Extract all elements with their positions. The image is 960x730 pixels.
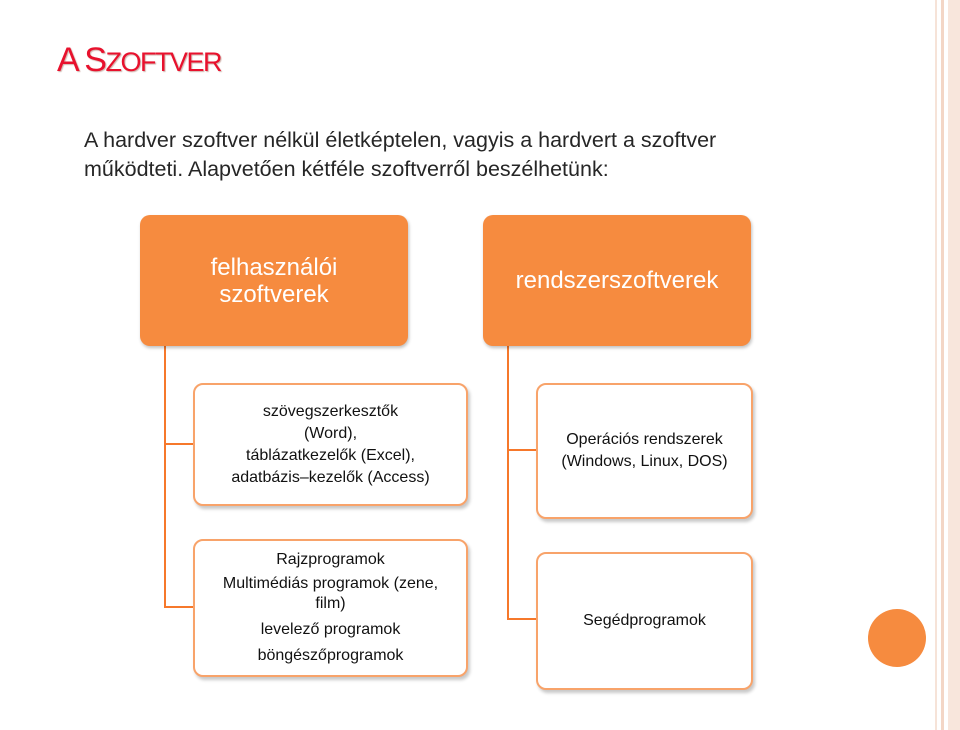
box-line: film) <box>315 595 346 612</box>
decorative-stripe <box>941 0 944 730</box>
box-utilities <box>536 552 753 690</box>
title-rest: ZOFTVER <box>105 47 221 77</box>
connector-user-graphics <box>164 606 193 608</box>
connector-user-vertical <box>164 346 166 608</box>
box-office-software <box>193 383 468 506</box>
box-line: (Word), <box>303 424 358 442</box>
title-initial: S <box>84 41 106 79</box>
box-line: (Windows, Linux, DOS) <box>561 453 728 470</box>
category-user-line-2: szoftverek <box>219 280 329 308</box>
connector-system-vertical <box>507 346 509 620</box>
connector-system-utils <box>507 618 536 620</box>
box-line: szövegszerkesztők <box>262 402 399 420</box>
slide-title <box>57 40 221 82</box>
box-multimedia-software <box>193 539 468 677</box>
category-user-software <box>140 215 408 346</box>
category-system-software <box>483 215 751 346</box>
decorative-circle <box>868 609 926 667</box>
decorative-stripe <box>935 0 937 730</box>
category-user-line-1: felhasználói <box>210 253 338 281</box>
box-line: levelező programok <box>260 621 401 638</box>
box-line: Segédprogramok <box>583 612 706 629</box>
box-operating-systems <box>536 383 753 519</box>
connector-user-editors <box>164 443 193 445</box>
box-line: táblázatkezelők (Excel), <box>246 446 415 464</box>
box-line: Operációs rendszerek <box>566 431 723 448</box>
box-line: böngészőprogramok <box>257 647 404 664</box>
decorative-stripe <box>948 0 960 730</box>
category-system-label: rendszerszoftverek <box>515 267 719 294</box>
title-word-a: A <box>57 41 77 79</box>
box-line: adatbázis–kezelők (Access) <box>231 468 430 486</box>
box-line: Rajzprogramok <box>276 551 385 568</box>
intro-line-2: működteti. Alapvetően kétféle szoftverről beszélhetünk: <box>84 157 609 181</box>
box-line: Multimédiás programok (zene, <box>222 575 439 592</box>
connector-system-os <box>507 449 536 451</box>
intro-line-1: A hardver szoftver nélkül életképtelen, vagyis a hardvert a szoftver <box>84 128 717 152</box>
intro-text <box>84 126 844 184</box>
